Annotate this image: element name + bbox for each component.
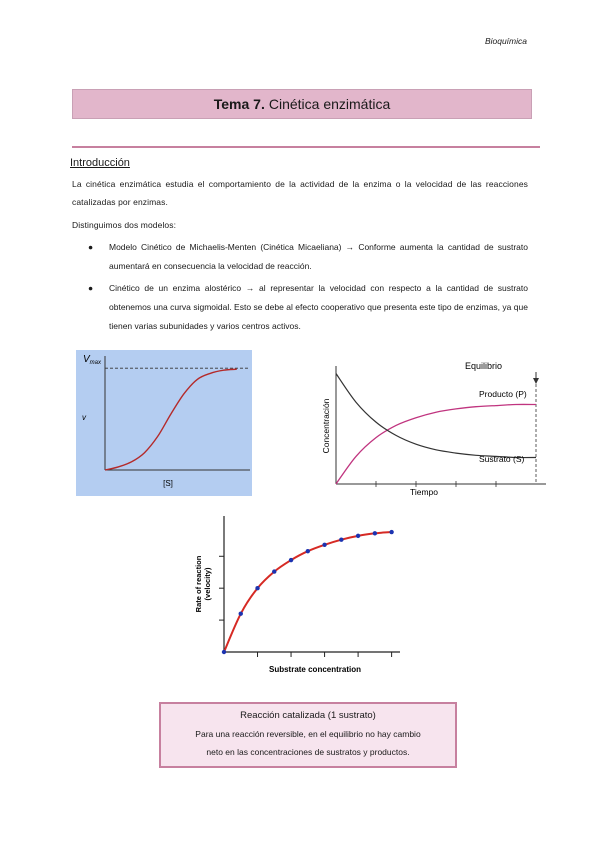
model-text: Modelo Cinético de Michaelis-Menten (Cinética Micaeliana) → Conforme aumenta la cantidad de sustrato aumentará en consecuencia la velocidad de reacción. (109, 242, 528, 271)
equilibrium-label: Equilibrio (465, 361, 503, 371)
title-number: Tema 7. (213, 96, 265, 112)
note-box (159, 702, 457, 768)
y-axis-label: v (82, 413, 86, 422)
y-axis-label-line1: Rate of reaction (194, 555, 203, 613)
data-point (239, 612, 243, 616)
x-axis-label: Tiempo (409, 487, 439, 497)
data-point (289, 558, 293, 562)
note-title: Reacción catalizada (1 sustrato) (240, 710, 376, 721)
x-axis-label: Substrate concentration (268, 665, 362, 674)
product-curve (336, 404, 536, 484)
note-line-1: Para una reacción reversible, en el equilibrio no hay cambio (195, 729, 421, 739)
y-axis-label: Concentración (321, 398, 331, 454)
substrate-label: Sustrato (S) (479, 454, 525, 464)
bullet-icon: ● (88, 242, 94, 252)
bullet-icon: ● (88, 283, 94, 293)
chart-background (76, 350, 252, 496)
michaelis-menten-chart (190, 512, 406, 682)
x-axis-label: [S] (163, 479, 173, 488)
y-axis-label-line2: (velocity) (203, 567, 212, 601)
data-point (306, 549, 310, 553)
sigmoid-chart (76, 350, 252, 496)
section-heading-intro: Introducción (70, 157, 130, 169)
data-point (339, 537, 343, 541)
list-item (72, 238, 528, 276)
list-item (72, 279, 528, 336)
vmax-label: $V_{max}$ (83, 354, 102, 366)
data-point (322, 543, 326, 547)
header-subject: Bioquímica (484, 36, 527, 46)
data-point (389, 530, 393, 534)
model-text: Cinético de un enzima alostérico → al representar la velocidad con respecto a la cantidad de sustrato obtenemos una curva sigmoidal. Esto se debe al efecto cooperativo que presenta este tipo de enzimas, ya que tienen varias subunidades y varios centros activos. (109, 283, 528, 331)
product-label: Producto (P) (479, 389, 527, 399)
data-point (373, 531, 377, 535)
models-list (72, 238, 528, 339)
section-divider (72, 146, 540, 148)
data-point (222, 650, 226, 654)
data-point (272, 569, 276, 573)
data-point (255, 586, 259, 590)
substrate-curve (336, 374, 536, 458)
data-point (356, 534, 360, 538)
intro-paragraph: La cinética enzimática estudia el comportamiento de la actividad de la enzima o la velocidad de las reacciones catalizadas por enzimas. (72, 179, 528, 207)
models-intro: Distinguimos dos modelos: (72, 220, 177, 230)
concentration-time-chart (320, 354, 552, 500)
page-title (72, 89, 532, 119)
note-line-2: neto en las concentraciones de sustratos y productos. (206, 747, 410, 757)
equilibrium-arrow-icon (533, 372, 539, 384)
title-name: Cinética enzimática (268, 96, 391, 112)
note-text (161, 725, 455, 761)
